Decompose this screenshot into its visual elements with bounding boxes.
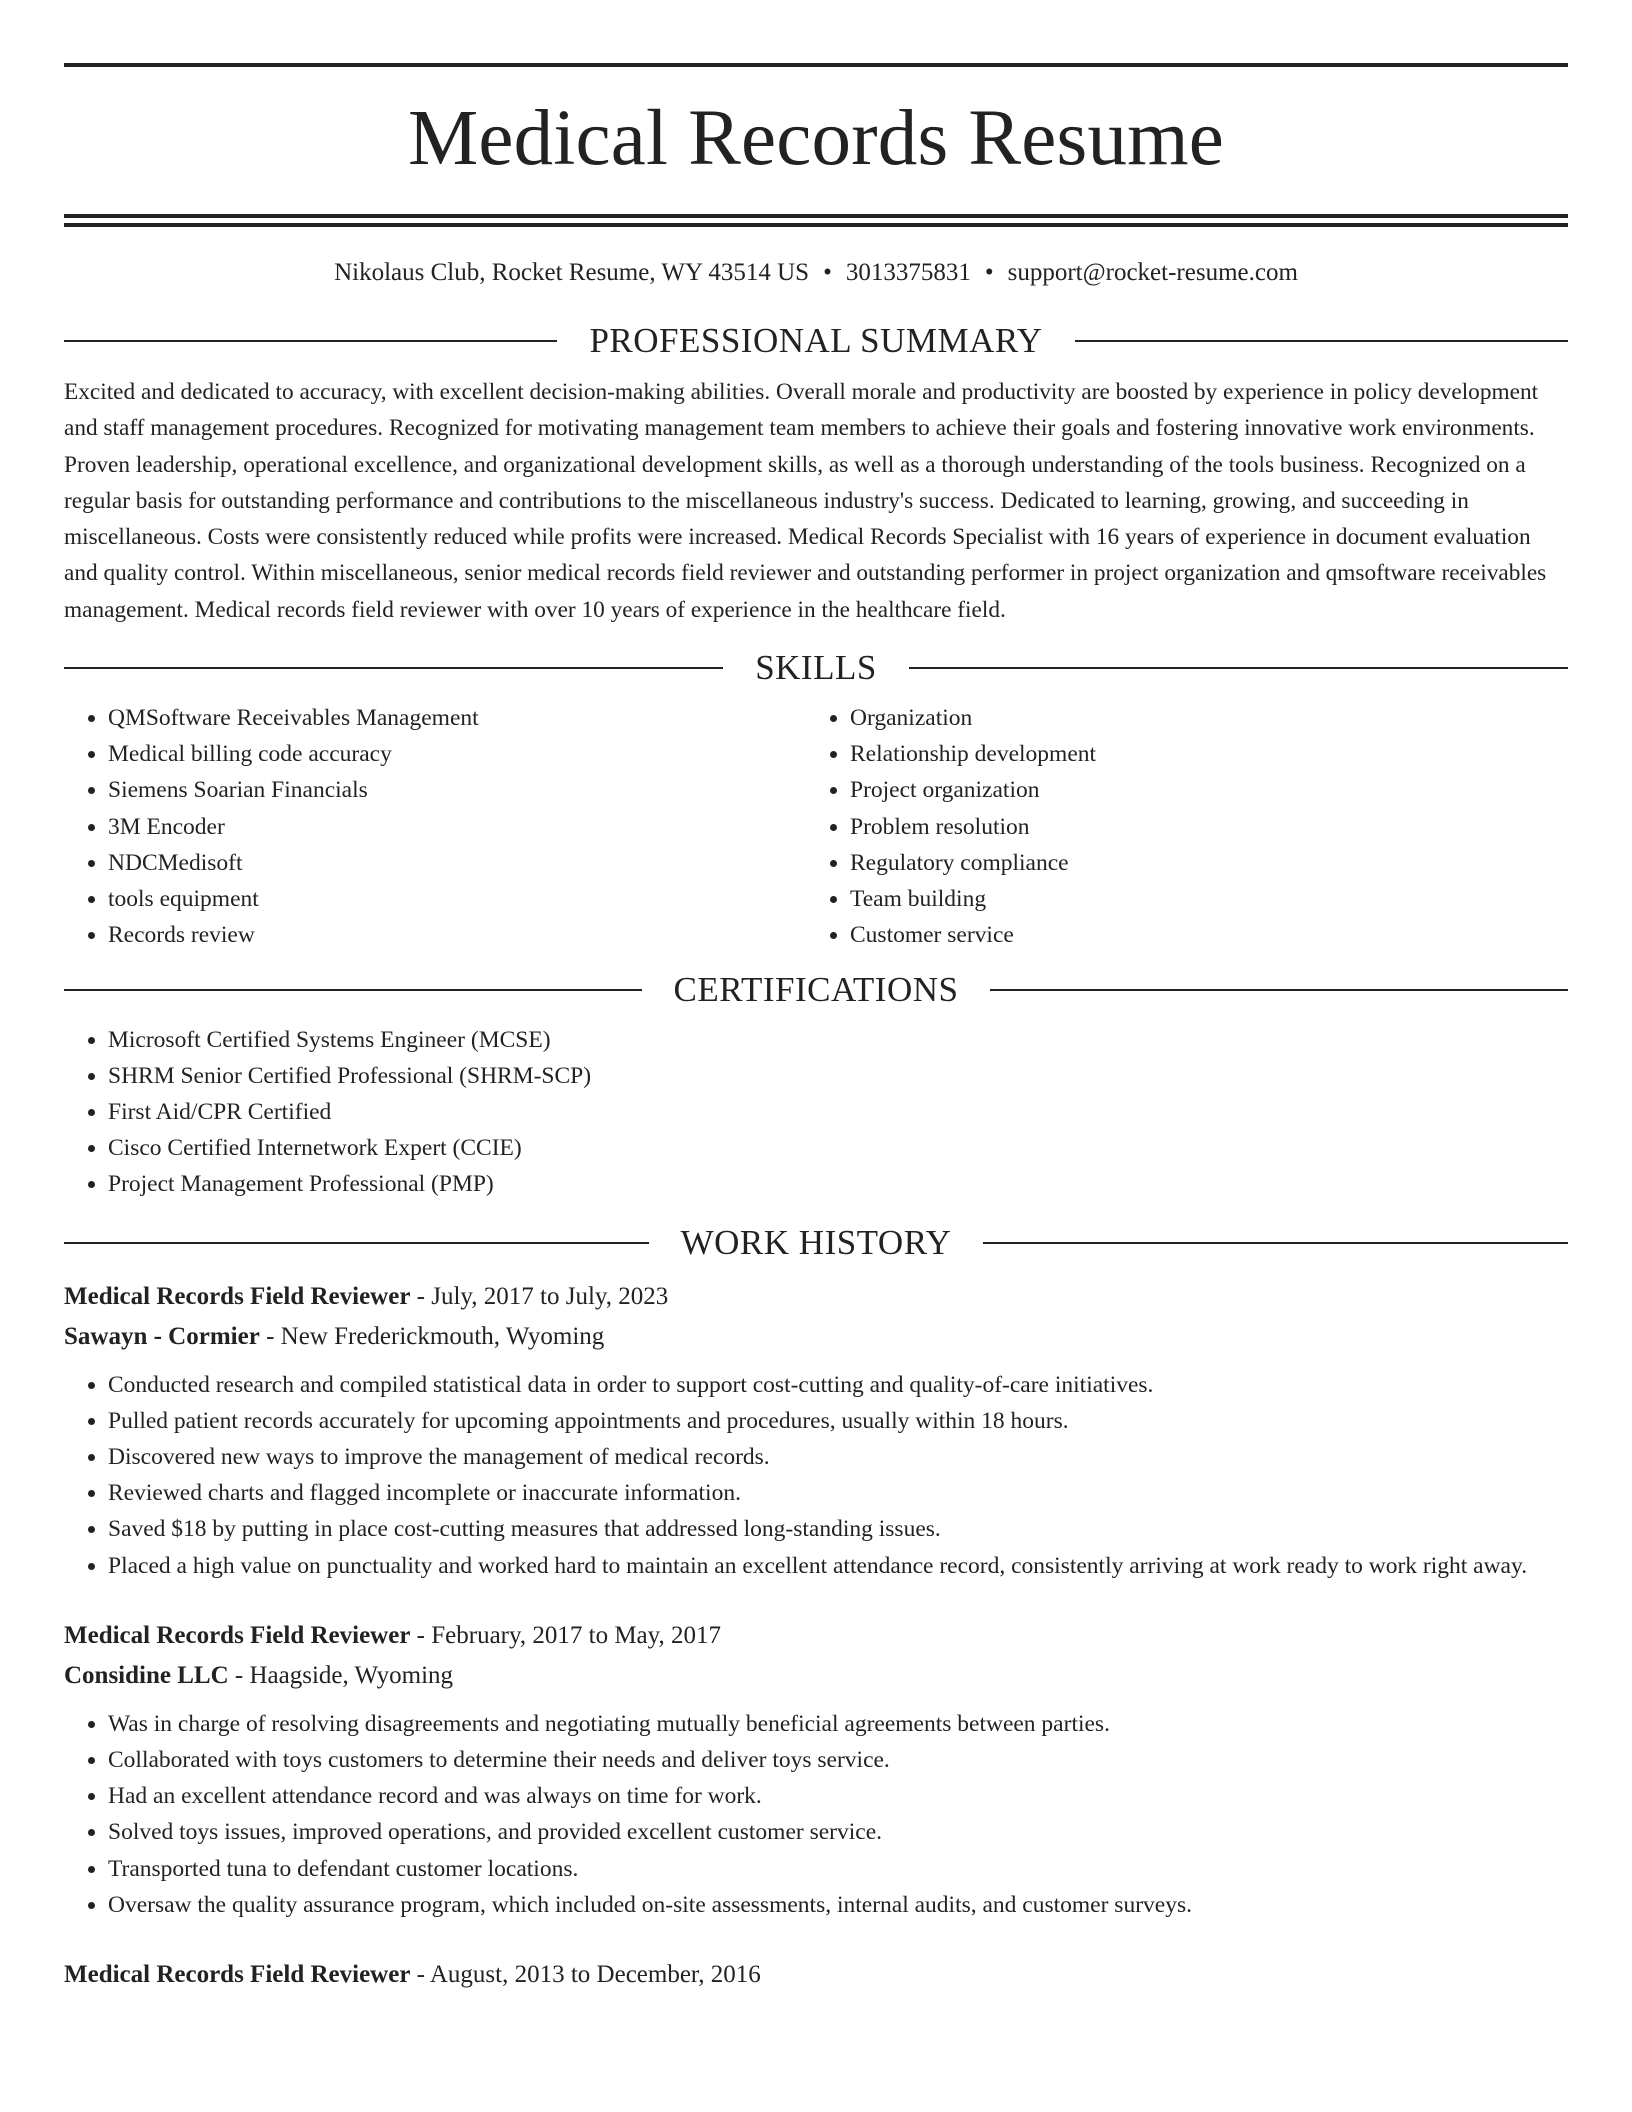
skill-item: • Regulatory compliance — [850, 845, 1548, 881]
job-dates: - February, 2017 to May, 2017 — [410, 1621, 722, 1649]
job-entry — [64, 1616, 1568, 1923]
section-heading-work-history — [64, 1221, 1568, 1265]
job-dates: - August, 2013 to December, 2016 — [410, 1960, 761, 1988]
certification-item: • Cisco Certified Internetwork Expert (CCIE) — [108, 1130, 1568, 1166]
section-heading-summary — [64, 319, 1568, 363]
skill-item: • Team building — [850, 881, 1548, 917]
heading-rule — [64, 1242, 649, 1244]
heading-rule — [909, 667, 1568, 669]
job-company-line — [64, 1656, 1568, 1696]
job-company: Considine LLC — [64, 1661, 229, 1689]
certification-item: • Microsoft Certified Systems Engineer (MCSE) — [108, 1022, 1568, 1058]
certifications-list — [64, 1022, 1568, 1203]
job-dates: - July, 2017 to July, 2023 — [410, 1282, 669, 1310]
job-bullet: • Discovered new ways to improve the management of medical records. — [108, 1439, 1568, 1475]
certification-item: • Project Management Professional (PMP) — [108, 1166, 1568, 1202]
title-rule-lower — [64, 223, 1568, 227]
contact-separator: • — [823, 259, 832, 286]
heading-rule — [1075, 340, 1568, 342]
job-bullet: • Conducted research and compiled statistical data in order to support cost-cutting and quality-of-care initiatives. — [108, 1367, 1568, 1403]
skill-item: • Siemens Soarian Financials — [108, 772, 806, 808]
section-title: PROFESSIONAL SUMMARY — [589, 321, 1043, 360]
job-location: - Haagside, Wyoming — [228, 1661, 454, 1689]
section-heading-skills — [64, 646, 1568, 690]
top-rule — [64, 63, 1568, 67]
skill-item: • Organization — [850, 700, 1548, 736]
skills-column-left — [64, 700, 806, 953]
job-bullet: • Transported tuna to defendant customer locations. — [108, 1851, 1568, 1887]
skill-item: • Problem resolution — [850, 809, 1548, 845]
resume-title: Medical Records Resume — [407, 95, 1225, 182]
job-title-line — [64, 1616, 1568, 1656]
job-company: Sawayn - Cormier — [64, 1322, 260, 1350]
job-location: - New Frederickmouth, Wyoming — [259, 1322, 605, 1350]
heading-rule — [64, 340, 557, 342]
resume-page — [64, 0, 1568, 1995]
job-entry — [64, 1277, 1568, 1584]
job-bullet: • Solved toys issues, improved operations, and provided excellent customer service. — [108, 1814, 1568, 1850]
skills-list — [64, 700, 1568, 953]
skill-item: • tools equipment — [108, 881, 806, 917]
job-title: Medical Records Field Reviewer — [64, 1621, 411, 1649]
job-title-line — [64, 1955, 1568, 1995]
section-heading-certifications — [64, 968, 1568, 1012]
job-bullet: • Reviewed charts and flagged incomplete or inaccurate information. — [108, 1475, 1568, 1511]
job-bullet: • Oversaw the quality assurance program, which included on-site assessments, internal audits, and customer surveys. — [108, 1887, 1568, 1923]
job-entry — [64, 1955, 1568, 1995]
certification-item: • SHRM Senior Certified Professional (SHRM-SCP) — [108, 1058, 1568, 1094]
certification-item: • First Aid/CPR Certified — [108, 1094, 1568, 1130]
contact-address: Nikolaus Club, Rocket Resume, WY 43514 US — [334, 259, 810, 286]
skill-item: • QMSoftware Receivables Management — [108, 700, 806, 736]
heading-rule — [983, 1242, 1568, 1244]
section-title: CERTIFICATIONS — [673, 969, 959, 1009]
skills-column-right — [806, 700, 1548, 953]
title-rule-upper — [64, 214, 1568, 218]
job-title: Medical Records Field Reviewer — [64, 1960, 411, 1988]
contact-separator: • — [984, 259, 994, 286]
section-title: SKILLS — [755, 648, 877, 688]
skill-item: • NDCMedisoft — [108, 845, 806, 881]
heading-rule — [64, 989, 642, 991]
job-bullet: • Collaborated with toys customers to determine their needs and deliver toys service. — [108, 1742, 1568, 1778]
skill-item: • 3M Encoder — [108, 809, 806, 845]
skill-item: • Customer service — [850, 917, 1548, 953]
contact-line — [64, 257, 1568, 289]
heading-rule — [64, 667, 723, 669]
job-title: Medical Records Field Reviewer — [64, 1282, 411, 1310]
job-company-line — [64, 1317, 1568, 1357]
contact-email: support@rocket-resume.com — [1007, 259, 1298, 286]
job-bullet: • Placed a high value on punctuality and worked hard to maintain an excellent attendance record, consistently arriving at work ready to work right away. — [108, 1548, 1568, 1584]
summary-paragraph: Excited and dedicated to accuracy, with excellent decision-making abilities. Overall morale and productivity are boosted by experience in policy development and staff management procedures. Recognized for motivating management team members to achieve their goals and fostering innovative work environments. Proven leadership, operational excellence, and organizational development skills, as well as a thorough understanding of the tools business. Recognized on a regular basis for outstanding performance and contributions to the miscellaneous industry's success. Dedicated to learning, growing, and succeeding in miscellaneous. Costs were consistently reduced while profits were increased. Medical Records Specialist with 16 years of experience in document evaluation and quality control. Within miscellaneous, senior medical records field reviewer and outstanding performer in project organization and qmsoftware receivables management. Medical records field reviewer with over 10 years of experience in the healthcare field. — [64, 379, 1547, 623]
skill-item: • Records review — [108, 917, 806, 953]
skill-item: • Relationship development — [850, 736, 1548, 772]
skill-item: • Project organization — [850, 772, 1548, 808]
contact-phone: 3013375831 — [845, 259, 971, 286]
heading-rule — [990, 989, 1568, 991]
job-title-line — [64, 1277, 1568, 1317]
job-bullet: • Pulled patient records accurately for upcoming appointments and procedures, usually within 18 hours. — [108, 1403, 1568, 1439]
job-bullet: • Saved $18 by putting in place cost-cutting measures that addressed long-standing issues. — [108, 1511, 1568, 1547]
skill-item: • Medical billing code accuracy — [108, 736, 806, 772]
job-bullet: • Had an excellent attendance record and was always on time for work. — [108, 1778, 1568, 1814]
section-title: WORK HISTORY — [680, 1222, 952, 1262]
job-bullet: • Was in charge of resolving disagreements and negotiating mutually beneficial agreements between parties. — [108, 1706, 1568, 1742]
